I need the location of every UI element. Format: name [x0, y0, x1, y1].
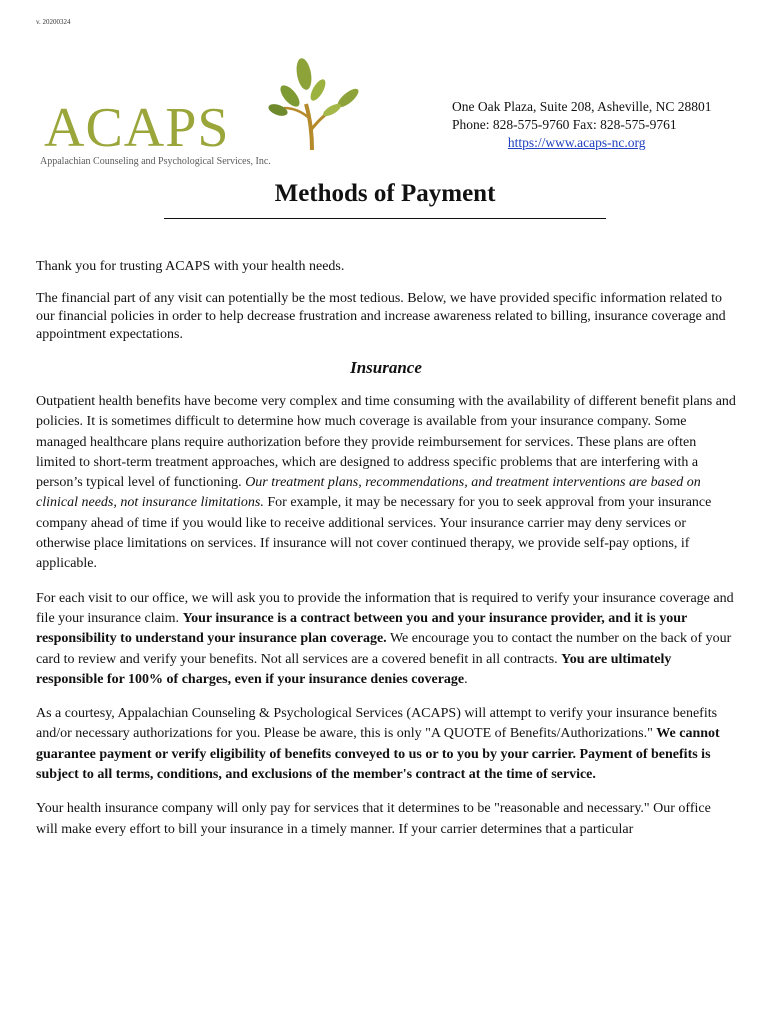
- insurance-p3-bold: We cannot guarantee payment or verify eligibility of benefits conveyed to us or to you by your carrier. Payment of benefits is subject to all terms, conditions, and exclusions of the member's contract at the time of service.: [36, 726, 720, 783]
- insurance-p2-end: .: [464, 671, 468, 687]
- phone-fax-line: Phone: 828-575-9760 Fax: 828-575-9761: [452, 117, 677, 132]
- title-divider: [164, 218, 606, 219]
- insurance-p2-text-b: We encourage you to contact the number on the back of your card to review and verify your benefits. Not all services are a covered benefit in all contracts.: [36, 631, 732, 667]
- insurance-p1-text-b: For example, it may be necessary for you to seek approval from your insurance company ahead of time if you would like to receive additional services. Your insurance carrier may deny services or otherwise place limitations on services. If insurance will not cover continued therapy, we provide self-pay options, if applicable.: [36, 495, 712, 572]
- contact-block: [452, 98, 711, 152]
- insurance-p1-italic: Our treatment plans, recommendations, and treatment interventions are based on clinical needs, not insurance limitations.: [36, 475, 701, 511]
- page-title: Methods of Payment: [274, 180, 496, 207]
- insurance-paragraph-4: Your health insurance company will only pay for services that it determines to be "reasonable and necessary." Our office will make every effort to bill your insurance in a timely manner. If your carrier determines that a particular: [36, 801, 711, 837]
- insurance-p3-text-b: of Benefits/Authorizations.": [494, 726, 653, 742]
- insurance-p3-text: As a courtesy, Appalachian Counseling & Psychological Services (ACAPS) will attempt to verify your insurance benefits and/or necessary authorizations for you. Please be aware, this is only "A: [36, 706, 718, 742]
- insurance-paragraph-3: [36, 704, 736, 785]
- insurance-p1-text: Outpatient health benefits have become very complex and time consuming with the availability of different benefit plans and policies. It is sometimes difficult to determine how much coverage is available from your insurance company. Some managed healthcare plans require authorization before they provide reimbursement for services. These plans are often limited to short-term treatment approaches, which are designed to address specific problems that are interfering with a person’s typical level of functioning.: [36, 394, 736, 491]
- address-line: One Oak Plaza, Suite 208, Asheville, NC 28801: [452, 99, 712, 114]
- insurance-paragraph-2: [36, 589, 736, 690]
- insurance-p2-bold: Your insurance is a contract between you and your insurance provider, and it is your responsibility to understand your insurance plan coverage.: [36, 610, 687, 647]
- document-body: [36, 258, 736, 854]
- insurance-heading: Insurance: [350, 358, 422, 377]
- acaps-logo: [36, 52, 356, 172]
- website-link[interactable]: https://www.acaps-nc.org: [507, 135, 646, 150]
- insurance-p2-text: For each visit to our office, we will ask you to provide the information that is required to verify your insurance coverage and file your insurance claim.: [36, 590, 734, 626]
- logo-subtitle: Appalachian Counseling and Psychological Services, Inc.: [40, 156, 271, 167]
- insurance-p3-quote: QUOTE: [443, 726, 492, 742]
- intro-paragraph-2: The financial part of any visit can potentially be the most tedious. Below, we have provided specific information related to our financial policies in order to help decrease frustration and increase awareness related to billing, insurance coverage and appointment expectations.: [36, 291, 726, 342]
- tree-logo-icon: [254, 52, 364, 152]
- logo-wordmark: ACAPS: [44, 97, 230, 159]
- insurance-paragraph-1: [36, 392, 736, 575]
- intro-paragraph-1: Thank you for trusting ACAPS with your health needs.: [36, 259, 345, 274]
- version-label: v. 20200324: [36, 18, 71, 26]
- insurance-p2-bold-2: You are ultimately responsible for 100% of charges, even if your insurance denies coverage: [36, 651, 672, 687]
